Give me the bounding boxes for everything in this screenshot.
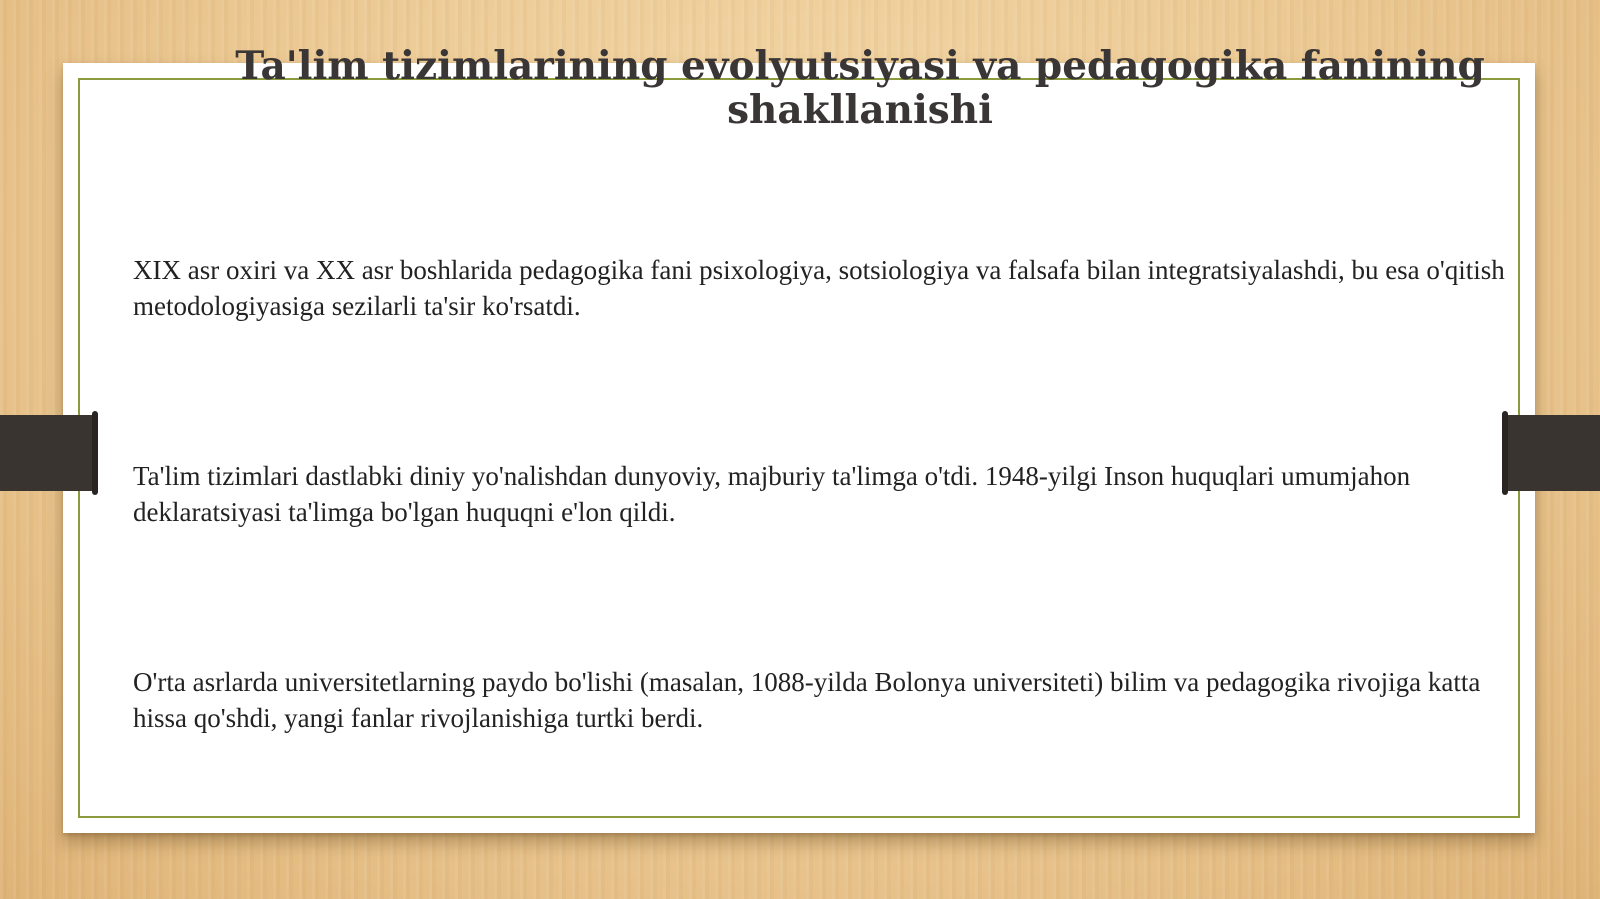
left-binder-clip: [0, 415, 98, 491]
slide-title: Ta'lim tizimlarining evolyutsiyasi va pedagogika fanining shakllanishi: [235, 43, 1485, 133]
right-binder-clip: [1502, 415, 1600, 491]
paragraph-1: XIX asr oxiri va XX asr boshlarida pedagogika fani psixologiya, sotsiologiya va falsafa bilan integratsiyalashdi, bu esa o'qitish metodologiyasiga sezilarli ta'sir ko'rsatdi.: [133, 255, 1505, 321]
paragraph-3: O'rta asrlarda universitetlarning paydo bo'lishi (masalan, 1088-yilda Bolonya universiteti) bilim va pedagogika rivojiga katta hissa qo'shdi, yangi fanlar rivojlanishiga turtki berdi.: [133, 667, 1481, 733]
paragraph-2: Ta'lim tizimlari dastlabki diniy yo'nalishdan dunyoviy, majburiy ta'limga o'tdi. 1948-yilgi Inson huquqlari umumjahon deklaratsiyasi ta'limga bo'lgan huquqni e'lon qildi.: [133, 461, 1411, 527]
